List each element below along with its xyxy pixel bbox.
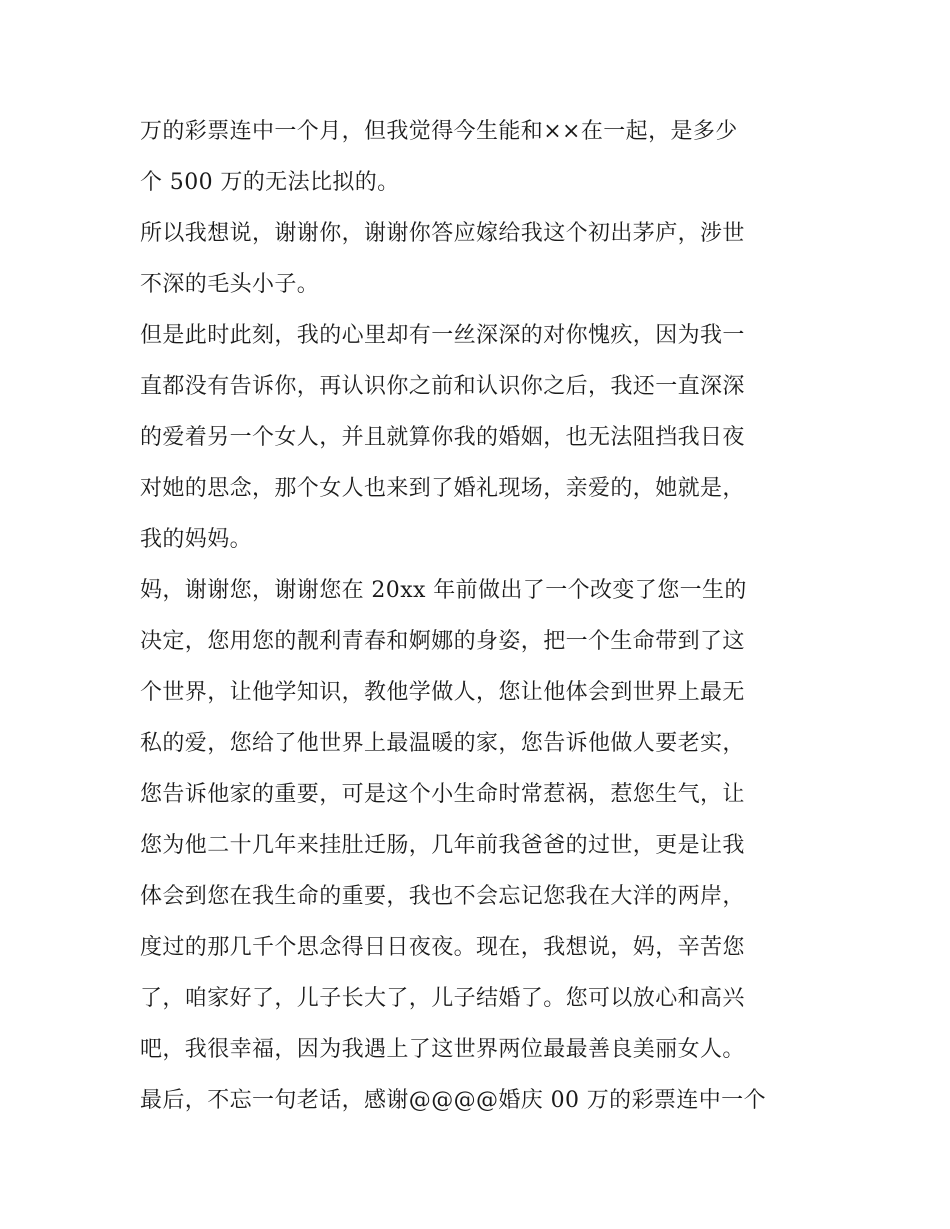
document-body bbox=[140, 106, 816, 1126]
text-line: 妈，谢谢您，谢谢您在 20xx 年前做出了一个改变了您一生的 bbox=[140, 578, 747, 603]
text-line: 体会到您在我生命的重要，我也不会忘记您我在大洋的两岸， bbox=[140, 884, 745, 909]
text-line: 所以我想说，谢谢你，谢谢你答应嫁给我这个初出茅庐，涉世 bbox=[140, 221, 745, 246]
text-line: 但是此时此刻，我的心里却有一丝深深的对你愧疚，因为我一 bbox=[140, 323, 745, 348]
text-line: 您为他二十几年来挂肚迁肠，几年前我爸爸的过世，更是让我 bbox=[140, 833, 745, 858]
text-line: 我的妈妈。 bbox=[140, 527, 253, 552]
text-line: 不深的毛头小子。 bbox=[140, 272, 320, 297]
text-line: 万的彩票连中一个月，但我觉得今生能和××在一起，是多少 bbox=[140, 119, 738, 144]
text-line: 直都没有告诉你，再认识你之前和认识你之后，我还一直深深 bbox=[140, 374, 745, 399]
text-line: 对她的思念，那个女人也来到了婚礼现场，亲爱的，她就是， bbox=[140, 476, 745, 501]
text-line: 个世界，让他学知识，教他学做人，您让他体会到世界上最无 bbox=[140, 680, 745, 705]
text-line: 度过的那几千个思念得日日夜夜。现在，我想说，妈，辛苦您 bbox=[140, 935, 745, 960]
text-line: 个 500 万的无法比拟的。 bbox=[140, 170, 400, 195]
text-line: 您告诉他家的重要，可是这个小生命时常惹祸，惹您生气，让 bbox=[140, 782, 745, 807]
text-line: 吧，我很幸福，因为我遇上了这世界两位最最善良美丽女人。 bbox=[140, 1037, 745, 1062]
text-line: 了，咱家好了，儿子长大了，儿子结婚了。您可以放心和高兴 bbox=[140, 986, 745, 1011]
text-line: 决定，您用您的靓利青春和婀娜的身姿，把一个生命带到了这 bbox=[140, 629, 745, 654]
text-line: 的爱着另一个女人，并且就算你我的婚姻，也无法阻挡我日夜 bbox=[140, 425, 745, 450]
text-line: 最后，不忘一句老话，感谢@@@@婚庆 00 万的彩票连中一个 bbox=[140, 1088, 766, 1113]
text-line: 私的爱，您给了他世界上最温暖的家，您告诉他做人要老实， bbox=[140, 731, 745, 756]
